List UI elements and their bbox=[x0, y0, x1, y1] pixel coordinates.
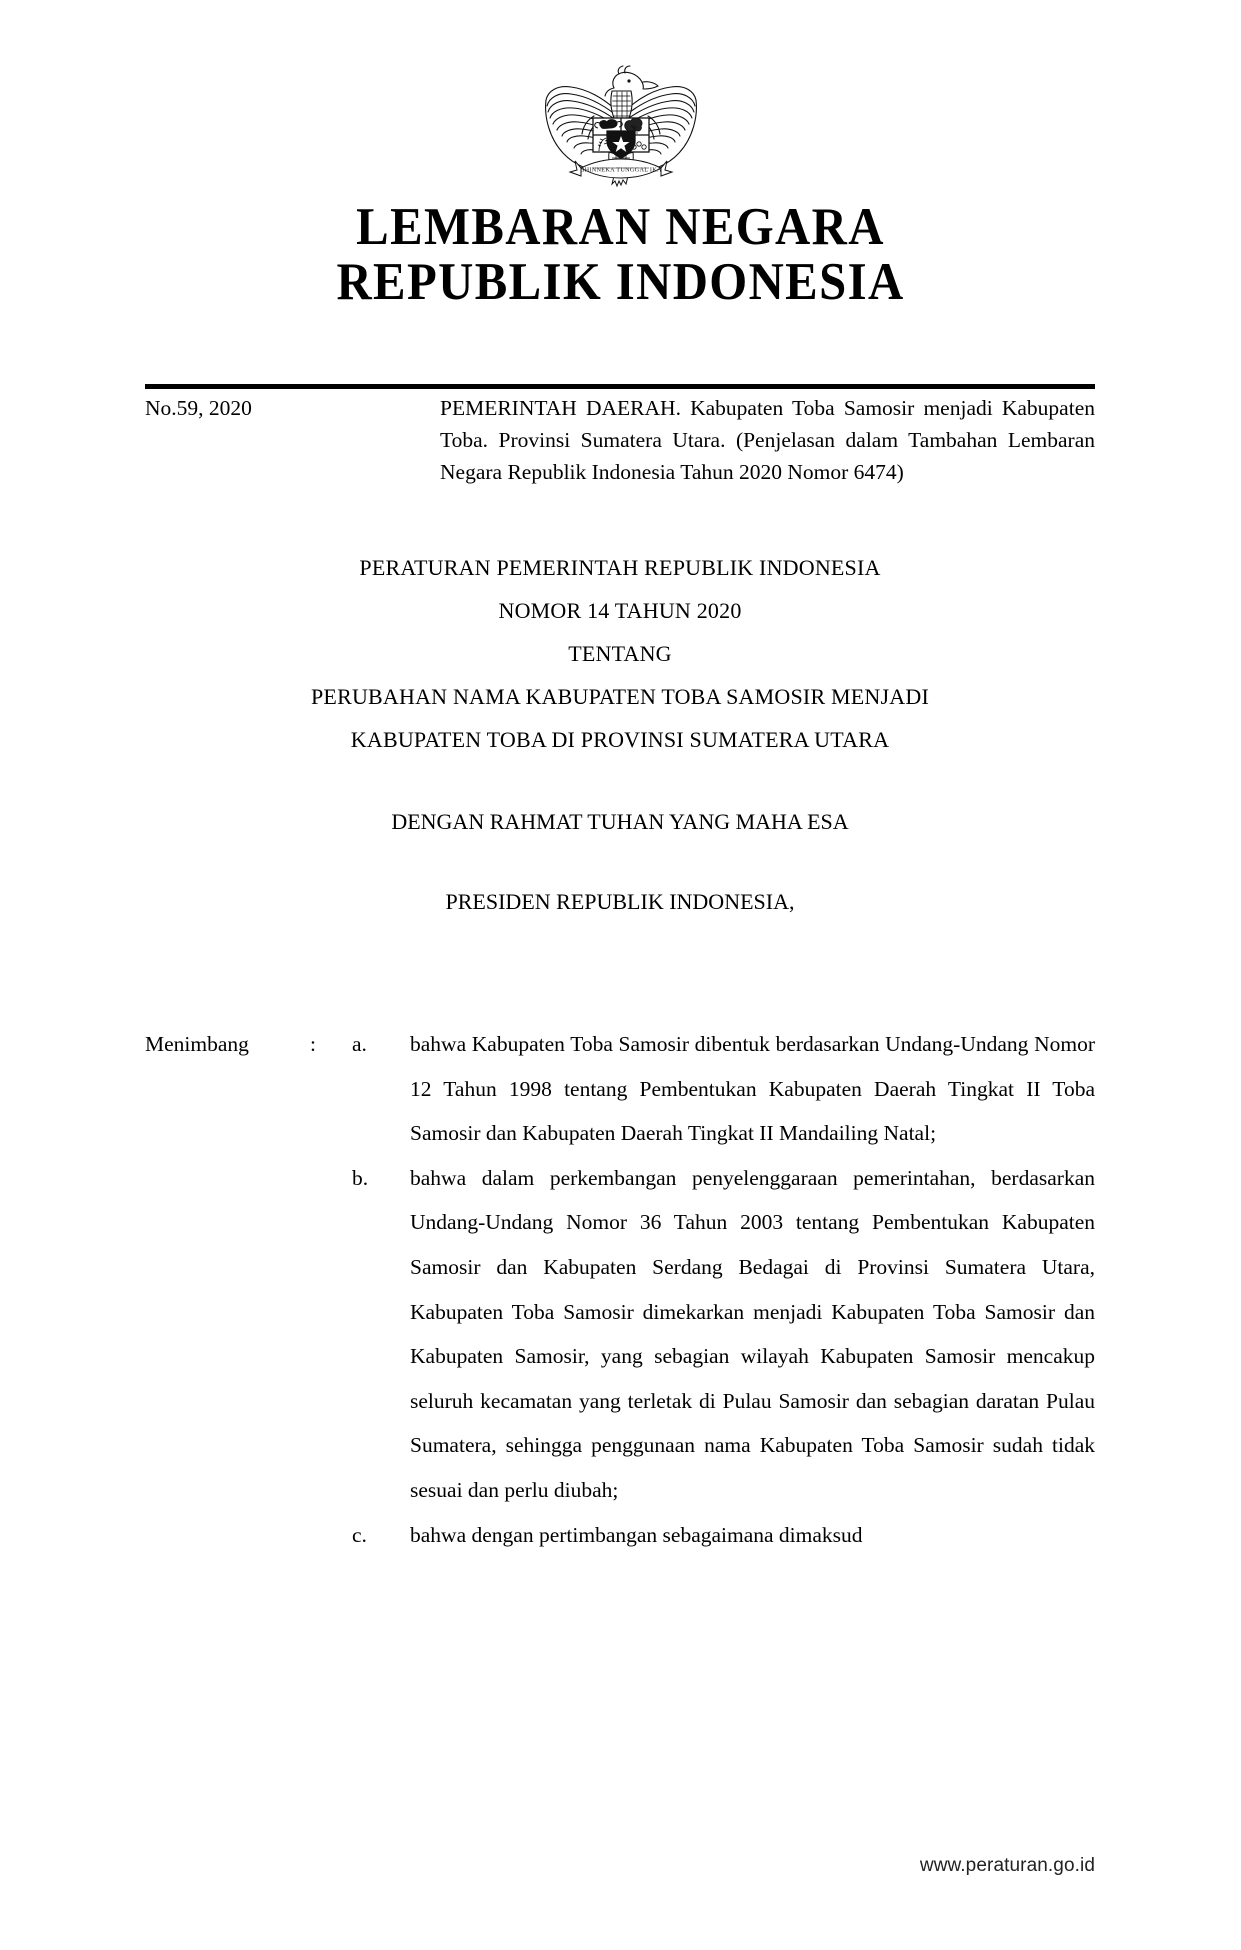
page-footer bbox=[0, 1855, 1241, 1877]
regulation-title-block bbox=[145, 546, 1095, 761]
considerans-colon: : bbox=[310, 1032, 316, 1056]
title-line-issuer: PERATURAN PEMERINTAH REPUBLIK INDONESIA bbox=[359, 555, 881, 580]
garuda-emblem-svg bbox=[537, 58, 705, 190]
considerans-text-b: bahwa dalam perkembangan penyelenggaraan pemerintahan, berdasarkan Undang-Undang Nomor 36 Tahun 2003 tentang Pembentukan Kabupaten Samosir dan Kabupaten Serdang Bedagai di Provinsi Sumatera Utara, Kabupaten Toba Samosir dimekarkan menjadi Kabupaten Toba Samosir dan Kabupaten Samosir, yang sebagian wilayah Kabupaten Samosir mencakup seluruh kecamatan yang terletak di Pulau Samosir dan sebagian daratan Pulau Sumatera, sehingga penggunaan nama Kabupaten Toba Samosir sudah tidak sesuai dan perlu diubah; bbox=[410, 1165, 1095, 1502]
considerans-letter-a: a. bbox=[352, 1032, 367, 1056]
considerans-letter-b: b. bbox=[352, 1165, 369, 1190]
masthead-line-1: LEMBARAN NEGARA bbox=[356, 198, 885, 256]
authority-line: PRESIDEN REPUBLIK INDONESIA, bbox=[445, 889, 795, 914]
blessing-line: DENGAN RAHMAT TUHAN YANG MAHA ESA bbox=[391, 809, 849, 834]
considerans-item-b bbox=[145, 1156, 1095, 1513]
title-line-tentang: TENTANG bbox=[568, 641, 672, 666]
masthead-line-2: REPUBLIK INDONESIA bbox=[336, 253, 905, 311]
considerans-item-a bbox=[145, 1022, 1095, 1156]
enactment-block bbox=[145, 800, 1095, 923]
considerans-text-c: bahwa dengan pertimbangan sebagaimana dimaksud bbox=[410, 1522, 863, 1547]
title-line-subject-2: KABUPATEN TOBA DI PROVINSI SUMATERA UTARA bbox=[350, 727, 890, 752]
title-line-number: NOMOR 14 TAHUN 2020 bbox=[498, 598, 742, 623]
considerans-label: Menimbang bbox=[145, 1032, 249, 1056]
header-divider-rule bbox=[145, 384, 1095, 389]
considerans-text-a: bahwa Kabupaten Toba Samosir dibentuk berdasarkan Undang-Undang Nomor 12 Tahun 1998 tentang Pembentukan Kabupaten Daerah Tingkat II Toba Samosir dan Kabupaten Daerah Tingkat II Mandailing Natal; bbox=[410, 1032, 1095, 1146]
masthead bbox=[0, 200, 1241, 310]
considerans-item-c bbox=[145, 1513, 1095, 1558]
considerans-section bbox=[145, 1022, 1095, 1557]
title-line-subject-1: PERUBAHAN NAMA KABUPATEN TOBA SAMOSIR MENJADI bbox=[311, 684, 929, 709]
svg-text:BHINNEKA TUNGGAL IKA: BHINNEKA TUNGGAL IKA bbox=[579, 166, 662, 174]
gazette-number: No.59, 2020 bbox=[145, 396, 252, 420]
considerans-letter-c: c. bbox=[352, 1522, 367, 1547]
enactment-spacer bbox=[145, 843, 1095, 880]
garuda-pancasila-emblem bbox=[0, 58, 1241, 195]
gazette-header-block bbox=[145, 392, 1095, 488]
footer-url: www.peraturan.go.id bbox=[919, 1855, 1095, 1876]
gazette-subject: PEMERINTAH DAERAH. Kabupaten Toba Samosir menjadi Kabupaten Toba. Provinsi Sumatera Utara. (Penjelasan dalam Tambahan Lembaran Negara Republik Indonesia Tahun 2020 Nomor 6474) bbox=[440, 396, 1095, 484]
